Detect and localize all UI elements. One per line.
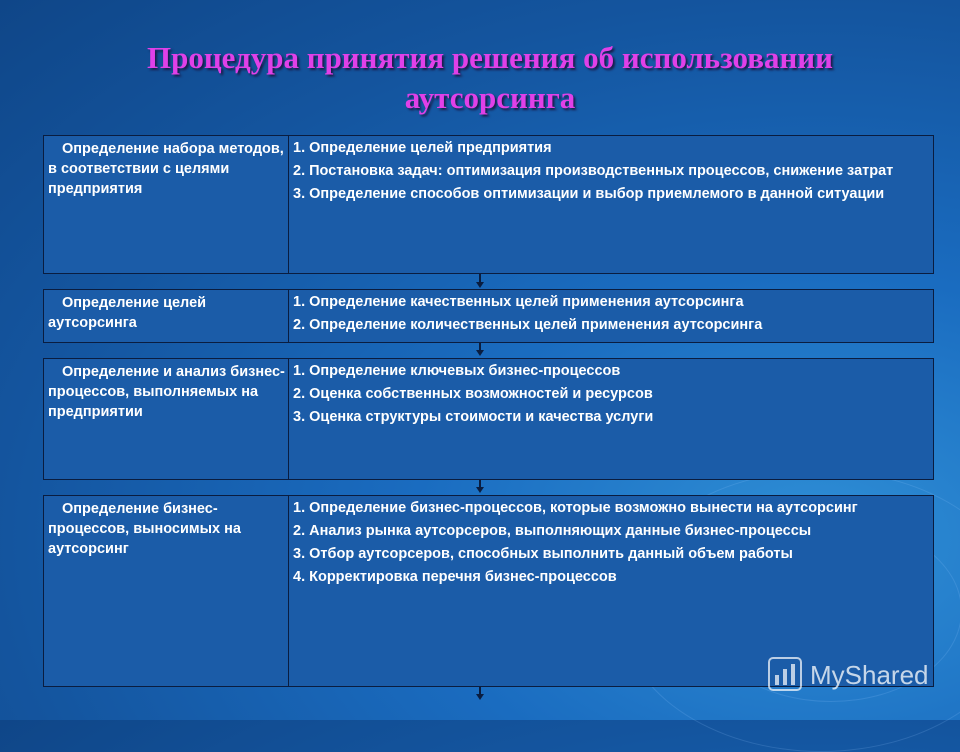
step-item: 1. Определение бизнес-процессов, которые возможно вынести на аутсорсинг [293,500,858,516]
step-item: 3. Определение способов оптимизации и выбор приемлемого в данной ситуации [293,186,885,202]
step-item: 2. Анализ рынка аутсорсеров, выполняющих данные бизнес-процессы [293,523,812,539]
step-item: 4. Корректировка перечня бизнес-процессов [293,569,617,585]
step-items-2 [289,290,933,342]
step-block-1 [43,135,934,274]
step-label-1 [44,136,289,273]
step-label-text: Определение целей аутсорсинга [48,295,207,331]
step-items-1 [289,136,933,273]
step-item: 1. Определение качественных целей применения аутсорсинга [293,294,744,310]
arrowhead [476,694,484,700]
step-block-3 [43,358,934,480]
watermark-text: MyShared [810,660,929,690]
step-item: 3. Оценка структуры стоимости и качества услуги [293,409,654,425]
step-item: 2. Постановка задач: оптимизация производственных процессов, снижение затрат [293,163,894,179]
arrowhead [476,487,484,493]
step-item: 1. Определение ключевых бизнес-процессов [293,363,621,379]
step-label-text: Определение и анализ бизнес-процессов, выполняемых на предприятии [48,364,285,420]
step-item: 2. Оценка собственных возможностей и ресурсов [293,386,653,402]
step-label-text: Определение набора методов, в соответствии с целями предприятия [48,141,284,197]
arrowhead [476,282,484,288]
step-label-4 [44,496,289,686]
step-items-3 [289,359,933,479]
myshared-logo-icon [768,657,802,691]
step-label-text: Определение бизнес-процессов, выносимых на аутсорсинг [48,501,241,557]
step-item: 3. Отбор аутсорсеров, способных выполнить данный объем работы [293,546,793,562]
step-item: 1. Определение целей предприятия [293,140,552,156]
arrowhead [476,350,484,356]
step-label-3 [44,359,289,479]
step-block-2 [43,289,934,343]
slide-title: Процедура принятия решения об использовании аутсорсинга [146,40,834,115]
step-item: 2. Определение количественных целей применения аутсорсинга [293,317,763,333]
step-label-2 [44,290,289,342]
step-items-4 [289,496,933,686]
